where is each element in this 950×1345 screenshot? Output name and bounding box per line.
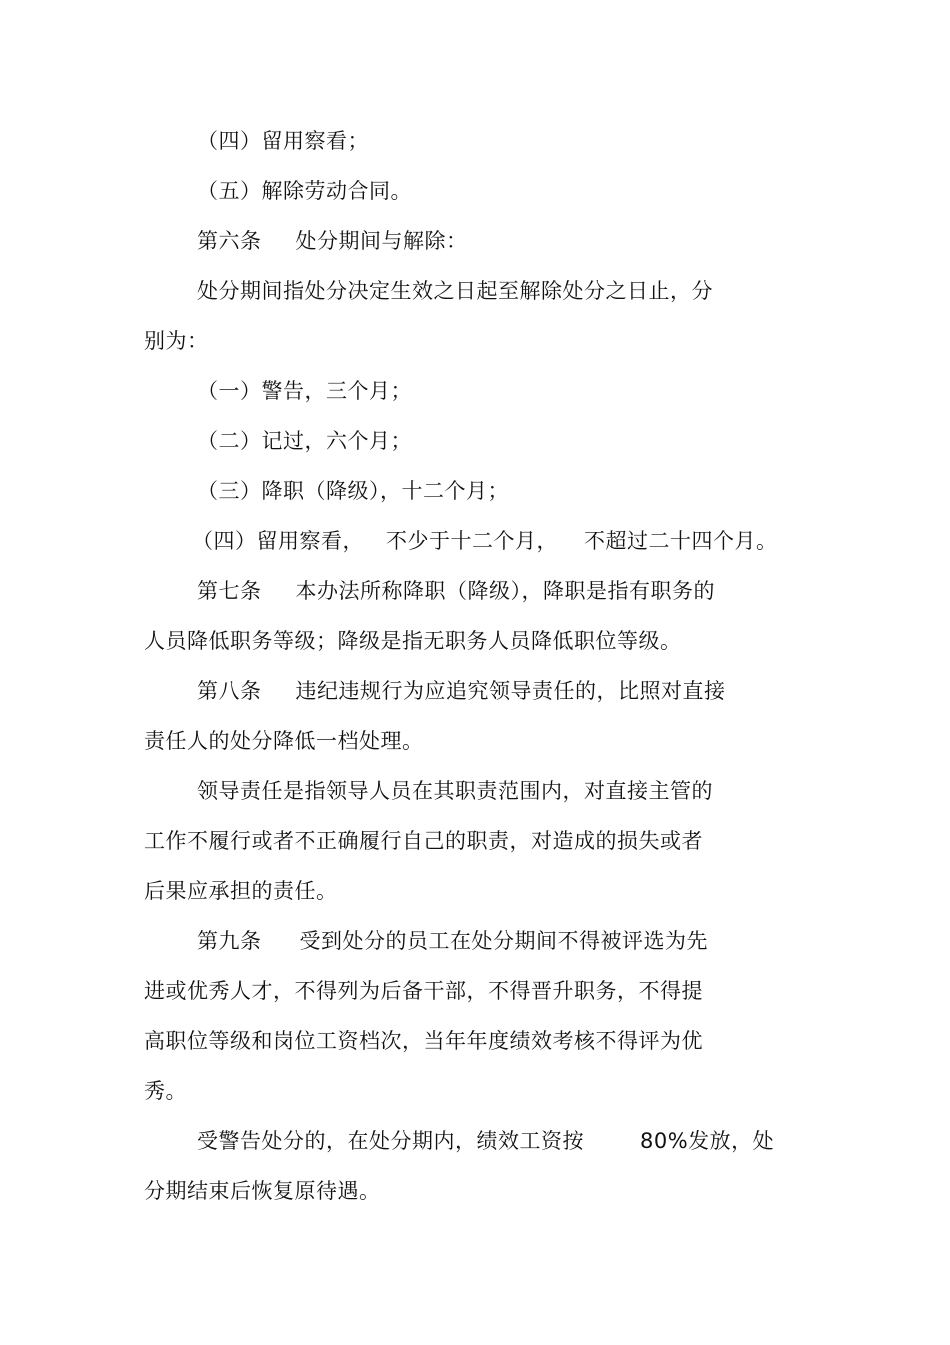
article-9-text: 受到处分的员工在处分期间不得被评选为先 <box>299 929 708 953</box>
paragraph-line: 别为： <box>144 329 209 353</box>
paragraph-line: 进或优秀人才，不得列为后备干部，不得晋升职务，不得提 <box>144 979 703 1003</box>
paragraph-line: 工作不履行或者不正确履行自己的职责，对造成的损失或者 <box>144 829 703 853</box>
paragraph-line: 分期结束后恢复原待遇。 <box>144 1179 381 1203</box>
paragraph-line: 秀。 <box>144 1079 187 1103</box>
warning-pay-percent: 80%发放，处 <box>640 1129 775 1153</box>
list-item-probation <box>192 528 778 554</box>
article-7-number: 第七条 <box>197 579 262 603</box>
article-9-number: 第九条 <box>197 929 262 953</box>
paragraph-line: 处分期间指处分决定生效之日起至解除处分之日止，分 <box>197 279 713 303</box>
item-4-retain-probation: （四）留用察看； <box>197 129 369 153</box>
item-5-terminate-contract: （五）解除劳动合同。 <box>197 179 412 203</box>
list-item-warning: （一）警告，三个月； <box>197 379 412 403</box>
article-6-heading <box>197 228 468 254</box>
article-8-text: 违纪违规行为应追究领导责任的，比照对直接 <box>295 679 726 703</box>
paragraph-line: 人员降低职务等级；降级是指无职务人员降低职位等级。 <box>144 629 682 653</box>
article-7-heading <box>197 578 715 604</box>
list-item-demotion: （三）降职（降级），十二个月； <box>197 479 509 503</box>
article-6-title: 处分期间与解除： <box>295 229 468 253</box>
warning-pay-line <box>197 1128 774 1154</box>
paragraph-line: 责任人的处分降低一档处理。 <box>144 729 424 753</box>
paragraph-line: 领导责任是指领导人员在其职责范围内，对直接主管的 <box>197 779 713 803</box>
article-6-number: 第六条 <box>197 229 262 253</box>
probation-max: 不超过二十四个月。 <box>584 529 778 553</box>
article-9-heading <box>197 928 708 954</box>
article-8-number: 第八条 <box>197 679 262 703</box>
probation-label: （四）留用察看， <box>192 529 364 553</box>
article-7-text: 本办法所称降职（降级），降职是指有职务的 <box>295 579 715 603</box>
probation-min: 不少于十二个月， <box>386 529 558 553</box>
paragraph-line: 高职位等级和岗位工资档次，当年年度绩效考核不得评为优 <box>144 1029 703 1053</box>
paragraph-line: 后果应承担的责任。 <box>144 879 338 903</box>
list-item-demerit: （二）记过，六个月； <box>197 429 412 453</box>
article-8-heading <box>197 678 726 704</box>
warning-pay-text: 受警告处分的，在处分期内，绩效工资按 <box>197 1129 584 1153</box>
